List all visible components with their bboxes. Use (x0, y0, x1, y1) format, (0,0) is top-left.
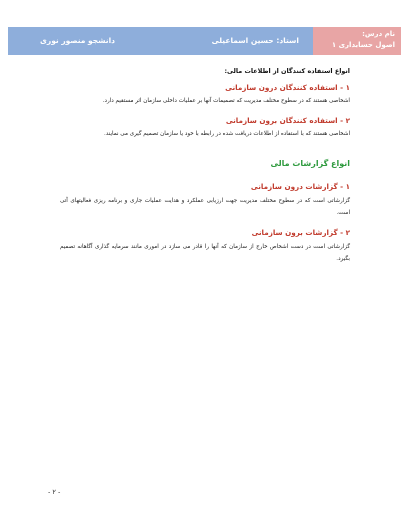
document-body (50, 0, 350, 524)
item-heading-external-reports: ۲ - گزارشات برون سازمانی (251, 228, 350, 237)
page-number: - ۲ - (48, 488, 61, 496)
course-name: اصول حسابداری ۱ (331, 41, 395, 49)
item-heading-external-users: ۲ - استفاده کنندگان برون سازمانی (225, 116, 350, 125)
item-body-external-reports: گزارشاتی است در دست اشخاص خارج از سازمان که آنها را قادر می سازد در اموری مانند سرمایه گذاری آگاهانه تصمیم بگیرد. (60, 244, 350, 262)
item-body-internal-reports: گزارشاتی است که در سطوح مختلف مدیریت جهت ارزیابی عملکرد و هدایت عملیات جاری و برنامه ریزی فعالیتهای آتی است. (60, 198, 350, 216)
student-name: دانشجو منصور نوری (40, 36, 116, 45)
item-heading-internal-users: ۱ - استفاده کنندگان درون سازمانی (225, 83, 350, 92)
item-body-external-users: اشخاصی هستند که با استفاده از اطلاعات دریافت شده در رابطه با خود یا سازمان تصمیم گیری می نمایند. (104, 131, 350, 137)
teacher-name: استاد: حسین اسماعیلی (211, 36, 299, 45)
section-title-reports: انواع گزارشات مالی (270, 159, 350, 168)
item-body-internal-users: اشخاصی هستند که در سطوح مختلف مدیریت که تصمیمات آنها بر عملیات داخلی سازمان اثر مستقیم دارد. (102, 98, 350, 104)
section-title-users: انواع استفاده کنندگان از اطلاعات مالی: (224, 67, 350, 75)
item-heading-internal-reports: ۱ - گزارشات درون سازمانی (250, 182, 350, 191)
course-label: نام درس: (362, 30, 395, 38)
